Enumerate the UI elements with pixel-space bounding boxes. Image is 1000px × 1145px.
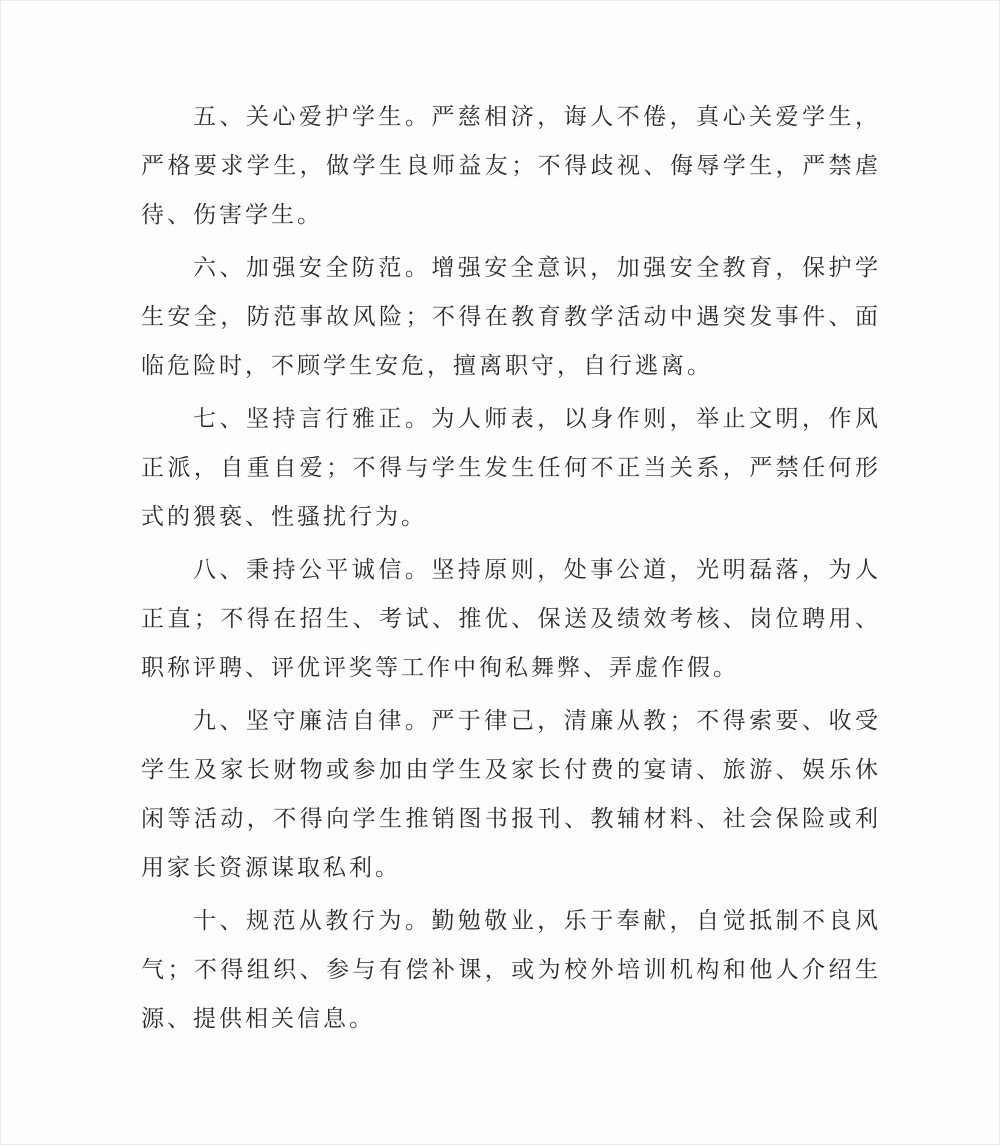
document-body [141,93,881,1044]
paragraph-item-5: 五、关心爱护学生。严慈相济，诲人不倦，真心关爱学生，严格要求学生，做学生良师益友；不得歧视、侮辱学生，严禁虐待、伤害学生。 [141,104,881,228]
paragraph-item-6: 六、加强安全防范。增强安全意识，加强安全教育，保护学生安全，防范事故风险；不得在教育教学活动中遇突发事件、面临危险时，不顾学生安危，擅离职守，自行逃离。 [141,255,881,379]
paragraph-item-8: 八、秉持公平诚信。坚持原则，处事公道，光明磊落，为人正直；不得在招生、考试、推优、保送及绩效考核、岗位聘用、职称评聘、评优评奖等工作中徇私舞弊、弄虚作假。 [141,557,881,681]
paragraph-item-9: 九、坚守廉洁自律。严于律己，清廉从教；不得索要、收受学生及家长财物或参加由学生及家长付费的宴请、旅游、娱乐休闲等活动，不得向学生推销图书报刊、教辅材料、社会保险或利用家长资源谋取私利。 [141,708,881,881]
paragraph-item-10: 十、规范从教行为。勤勉敬业，乐于奉献，自觉抵制不良风气；不得组织、参与有偿补课，或为校外培训机构和他人介绍生源、提供相关信息。 [141,908,881,1032]
paragraph-item-7: 七、坚持言行雅正。为人师表，以身作则，举止文明，作风正派，自重自爱；不得与学生发生任何不正当关系，严禁任何形式的猥亵、性骚扰行为。 [141,406,881,530]
